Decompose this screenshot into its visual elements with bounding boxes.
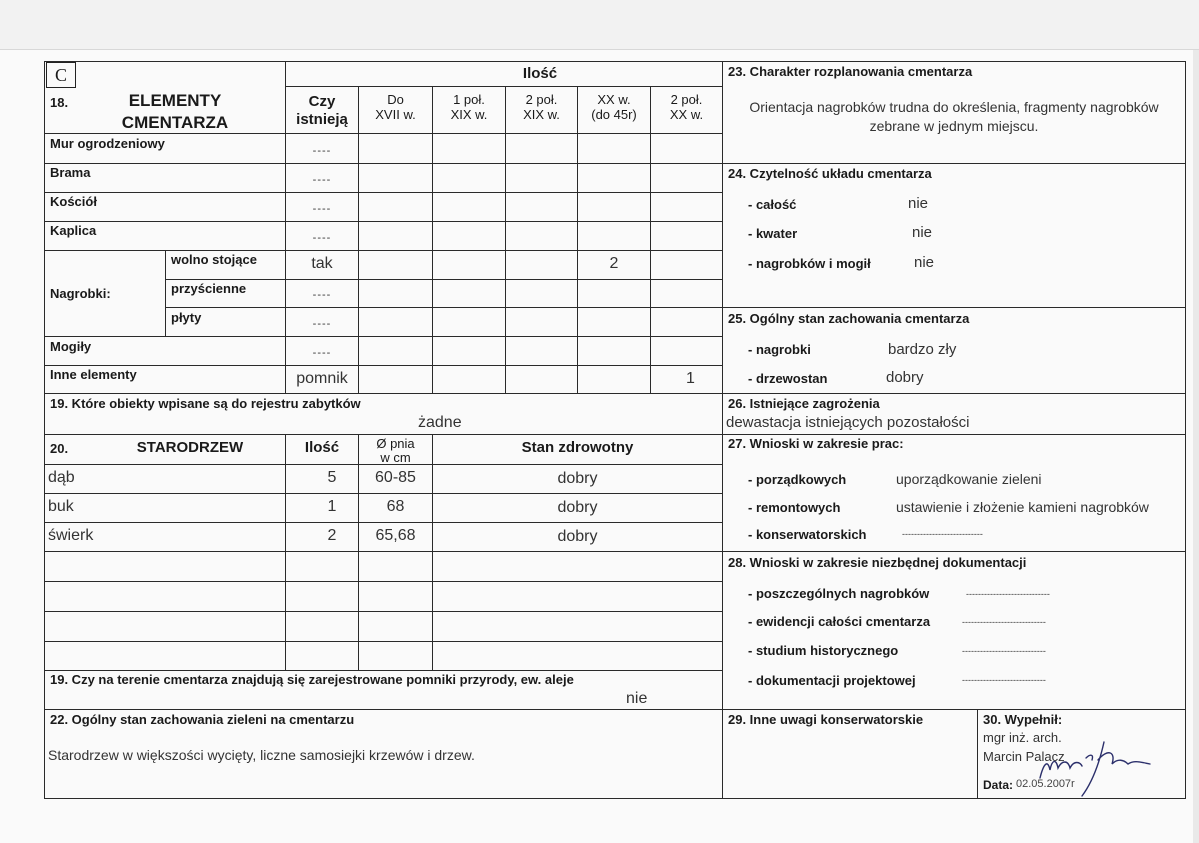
exists-value: ---- — [312, 203, 332, 215]
row-label: Kaplica — [50, 223, 97, 238]
elements-title-line2: CMENTARZA — [121, 113, 229, 132]
readability-item-label: - całość — [748, 197, 797, 212]
filled-by-line1: mgr inż. arch. — [983, 730, 1062, 745]
condition-item-label: - nagrobki — [748, 342, 811, 357]
quantity-header: Ilość — [522, 65, 558, 82]
exists-value: ---- — [312, 318, 332, 330]
period-header-line2: XX w. — [669, 107, 704, 122]
condition-item-label: - drzewostan — [748, 371, 828, 386]
tree-diameter: 68 — [386, 498, 405, 515]
period-header-line2: XIX w. — [523, 107, 560, 122]
greenery-value: Starodrzew w większości wycięty, liczne samosiejki krzewów i drzew. — [48, 747, 475, 763]
quantity-pol2-xx: 1 — [686, 370, 695, 387]
row-label: Brama — [50, 165, 91, 180]
registry-label: 19. Które obiekty wpisane są do rejestru zabytków — [50, 396, 361, 411]
period-header-line2: (do 45r) — [591, 107, 637, 122]
row-label: przyścienne — [171, 281, 247, 296]
works-item-label: - remontowych — [748, 500, 841, 515]
exists-value: pomnik — [296, 370, 348, 387]
period-header-line1: 1 poł. — [453, 92, 485, 107]
tree-health: dobry — [557, 528, 598, 545]
greenery-label: 22. Ogólny stan zachowania zieleni na cmentarzu — [50, 712, 355, 727]
trees-number: 20. — [50, 441, 69, 456]
docs-item-label: - poszczególnych nagrobków — [748, 586, 930, 601]
docs-item-label: - studium historycznego — [748, 643, 899, 658]
filled-by-label: 30. Wypełnił: — [983, 712, 1063, 727]
threats-label: 26. Istniejące zagrożenia — [728, 396, 880, 411]
registry-value: żadne — [418, 414, 462, 431]
readability-item-value: nie — [912, 224, 933, 241]
docs-item-label: - ewidencji całości cmentarza — [748, 614, 931, 629]
docs-item-value: ---------------------------- — [966, 589, 1050, 599]
elements-title-line1: ELEMENTY — [128, 91, 222, 110]
exists-value: ---- — [312, 289, 332, 301]
period-header-line2: XVII w. — [375, 107, 416, 122]
readability-item-value: nie — [914, 254, 935, 271]
trees-diameter-header-line1: Ø pnia — [376, 436, 415, 451]
exists-value: tak — [311, 255, 333, 272]
readability-item-value: nie — [908, 195, 929, 212]
trees-health-header: Stan zdrowotny — [521, 439, 634, 456]
tree-health: dobry — [557, 470, 598, 487]
docs-item-label: - dokumentacji projektowej — [748, 673, 916, 688]
period-header-line1: 2 poł. — [670, 92, 703, 107]
tree-name: dąb — [48, 469, 75, 486]
condition-label: 25. Ogólny stan zachowania cmentarza — [728, 311, 970, 326]
readability-item-label: - kwater — [748, 226, 798, 241]
tree-count: 1 — [327, 498, 337, 515]
trees-diameter-header-line2: w cm — [380, 450, 411, 465]
filled-by-line2: Marcin Palacz — [983, 749, 1065, 764]
gravestones-label: Nagrobki: — [50, 286, 111, 301]
tree-name: buk — [48, 498, 74, 515]
readability-item-label: - nagrobków i mogił — [748, 256, 871, 271]
elements-number: 18. — [50, 95, 69, 110]
row-label: Inne elementy — [50, 367, 137, 382]
tree-count: 2 — [327, 527, 337, 544]
row-label: Kościół — [50, 194, 97, 209]
docs-item-value: ---------------------------- — [962, 646, 1046, 656]
tree-name: świerk — [48, 527, 94, 544]
quantity-xx-do45: 2 — [609, 255, 619, 272]
date-label: Data: — [983, 778, 1014, 792]
remarks-label: 29. Inne uwagi konserwatorskie — [728, 712, 924, 727]
trees-title: STARODRZEW — [136, 439, 244, 456]
tree-diameter: 65,68 — [375, 527, 416, 544]
works-item-value: --------------------------- — [902, 529, 983, 539]
docs-item-value: ---------------------------- — [962, 675, 1046, 685]
nature-label: 19. Czy na terenie cmentarza znajdują się zarejestrowane pomniki przyrody, ew. aleje — [50, 672, 574, 687]
trees-count-header: Ilość — [304, 439, 340, 456]
row-label: płyty — [171, 310, 202, 325]
layout-char-line1: Orientacja nagrobków trudna do określenia, fragmenty nagrobków — [749, 99, 1159, 115]
exists-value: ---- — [312, 174, 332, 186]
exists-header-line2: istnieją — [296, 111, 348, 128]
exists-value: ---- — [312, 145, 332, 157]
tree-count: 5 — [327, 469, 337, 486]
row-label: wolno stojące — [171, 252, 257, 267]
docs-label: 28. Wnioski w zakresie niezbędnej dokumentacji — [728, 555, 1027, 570]
tree-diameter: 60-85 — [375, 469, 416, 486]
readability-label: 24. Czytelność układu cmentarza — [728, 166, 932, 181]
exists-header-line1: Czy — [308, 93, 336, 110]
date-value: 02.05.2007r — [1016, 778, 1075, 790]
works-label: 27. Wnioski w zakresie prac: — [728, 436, 904, 451]
period-header-line1: Do — [387, 92, 404, 107]
condition-item-value: bardzo zły — [888, 341, 957, 358]
condition-item-value: dobry — [886, 369, 924, 386]
threats-value: dewastacja istniejących pozostałości — [726, 414, 970, 431]
works-item-label: - porządkowych — [748, 472, 847, 487]
layout-char-label: 23. Charakter rozplanowania cmentarza — [728, 64, 973, 79]
works-item-label: - konserwatorskich — [748, 527, 867, 542]
section-letter-box: C — [46, 62, 76, 88]
period-header-line2: XIX w. — [450, 107, 488, 122]
nature-value: nie — [626, 690, 648, 707]
period-header-line1: XX w. — [597, 92, 631, 107]
period-header-line1: 2 poł. — [525, 92, 558, 107]
layout-char-line2: zebrane w jednym miejscu. — [869, 118, 1039, 134]
exists-value: ---- — [312, 232, 332, 244]
tree-health: dobry — [557, 499, 598, 516]
row-label: Mur ogrodzeniowy — [50, 136, 165, 151]
exists-value: ---- — [312, 347, 332, 359]
row-label: Mogiły — [50, 339, 92, 354]
works-item-value: ustawienie i złożenie kamieni nagrobków — [896, 499, 1149, 515]
works-item-value: uporządkowanie zieleni — [896, 471, 1042, 487]
docs-item-value: ---------------------------- — [962, 617, 1046, 627]
